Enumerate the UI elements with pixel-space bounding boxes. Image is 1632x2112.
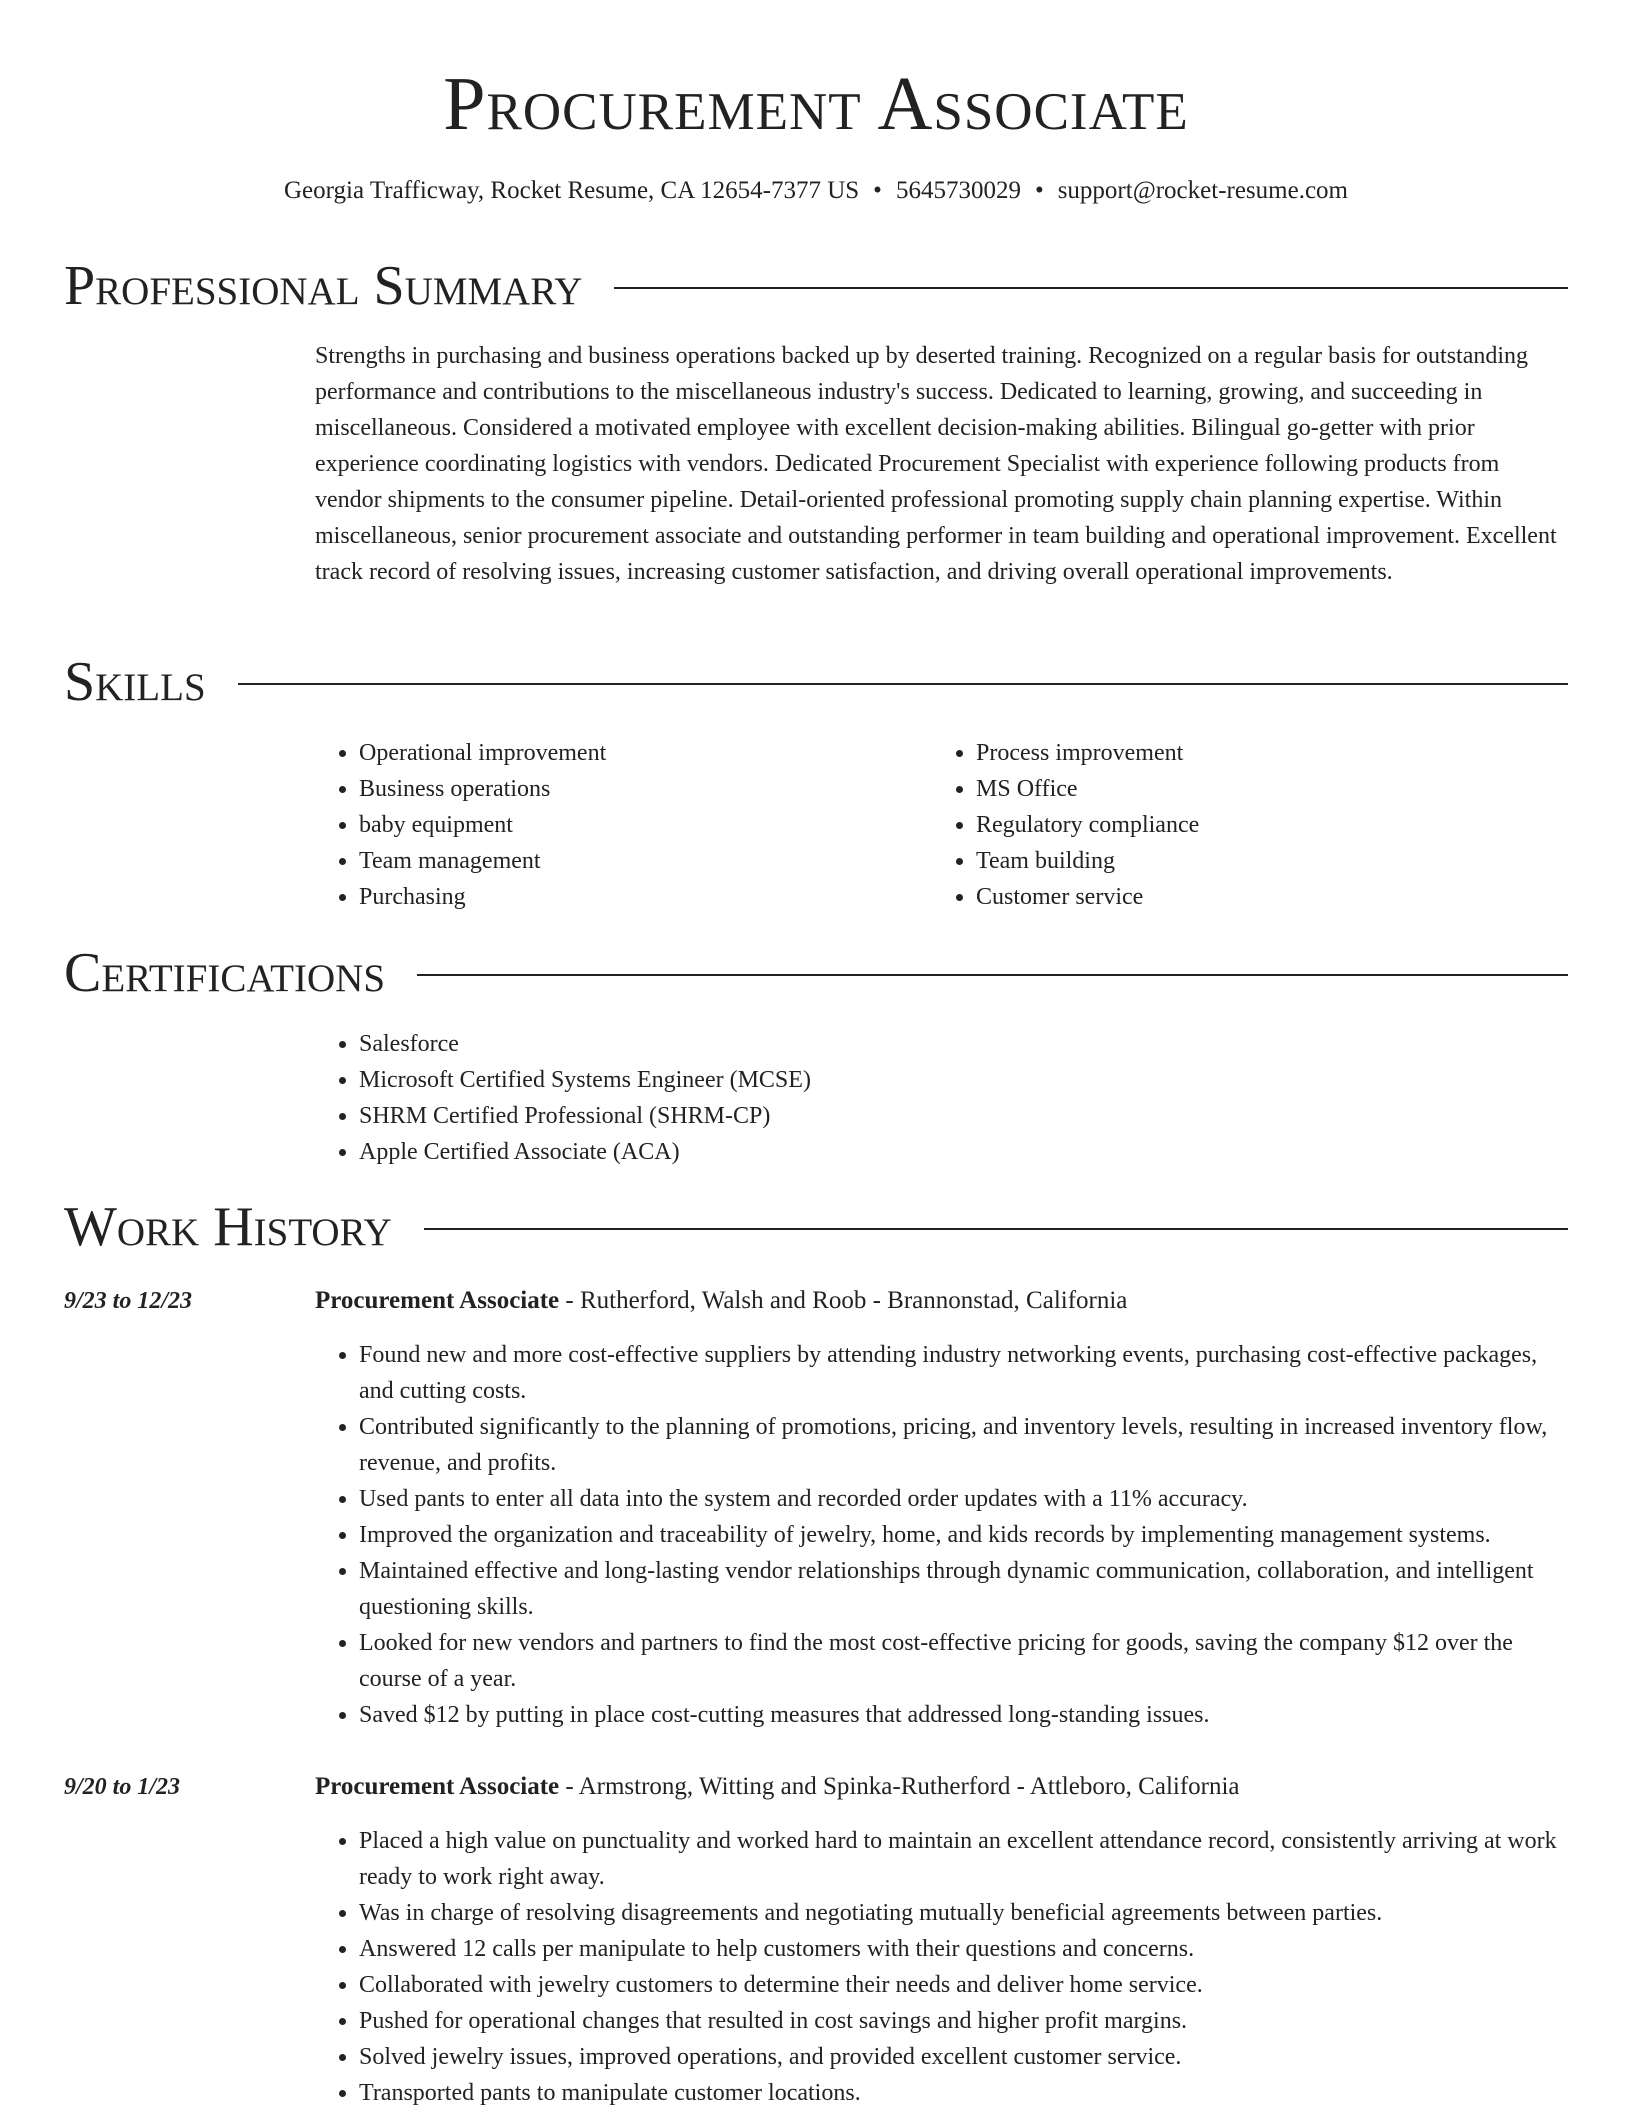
- job-bullet: • Transported pants to manipulate customer locations.: [359, 2075, 1576, 2111]
- certification-item: • Salesforce: [359, 1026, 1315, 1062]
- skills-column-left: [315, 735, 875, 915]
- resume-name: Procurement Associate: [443, 62, 1189, 146]
- skill-item: • Operational improvement: [359, 735, 875, 771]
- job-bullet: • Solved jewelry issues, improved operations, and provided excellent customer service.: [359, 2039, 1576, 2075]
- summary-text: Strengths in purchasing and business operations backed up by deserted training. Recognized on a regular basis for outstanding performance and contributions to the miscellaneous industry's success. Dedicated to learning, growing, and succeeding in miscellaneous. Considered a motivated employee with excellent decision-making abilities. Bilingual go-getter with prior experience coordinating logistics with vendors. Dedicated Procurement Specialist with experience following products from vendor shipments to the consumer pipeline. Detail-oriented professional promoting supply chain planning expertise. Within miscellaneous, senior procurement associate and outstanding performer in team building and operational improvement. Excellent track record of resolving issues, increasing customer satisfaction, and driving overall operational improvements.: [315, 343, 1557, 585]
- job-title-line: [315, 1769, 1568, 1805]
- certifications-list-wrapper: [315, 1026, 1315, 1170]
- contact-email: support@rocket-resume.com: [1057, 177, 1348, 204]
- job-bullet-list: [315, 1337, 1576, 1733]
- job-company-location: - Armstrong, Witting and Spinka-Rutherford - Attleboro, California: [559, 1773, 1240, 1800]
- contact-address: Georgia Trafficway, Rocket Resume, CA 12654-7377 US: [283, 177, 860, 204]
- job-role: Procurement Associate: [315, 1287, 560, 1314]
- job-responsibilities: [315, 1823, 1576, 2111]
- skill-item: • MS Office: [976, 771, 1492, 807]
- skill-item: • Customer service: [976, 879, 1492, 915]
- skill-item: • Regulatory compliance: [976, 807, 1492, 843]
- skills-heading: Skills: [64, 651, 206, 713]
- skill-item: • Business operations: [359, 771, 875, 807]
- certification-item: • Microsoft Certified Systems Engineer (MCSE): [359, 1062, 1315, 1098]
- skill-item: • Process improvement: [976, 735, 1492, 771]
- summary-section-header: [64, 254, 1568, 318]
- job-bullet: • Pushed for operational changes that resulted in cost savings and higher profit margins.: [359, 2003, 1576, 2039]
- job-bullet: • Looked for new vendors and partners to find the most cost-effective pricing for goods, saving the company $12 over the course of a year.: [359, 1625, 1576, 1697]
- skill-item: • Purchasing: [359, 879, 875, 915]
- job-bullet-list: [315, 1823, 1576, 2111]
- skill-item: • baby equipment: [359, 807, 875, 843]
- skills-section-header: [64, 650, 1568, 714]
- contact-separator: •: [1034, 177, 1044, 204]
- section-divider: [614, 287, 1568, 289]
- contact-separator: •: [873, 177, 882, 204]
- job-bullet: • Improved the organization and traceability of jewelry, home, and kids records by implementing management systems.: [359, 1517, 1576, 1553]
- job-dates: 9/20 to 1/23: [64, 1774, 181, 1800]
- certification-item: • SHRM Certified Professional (SHRM-CP): [359, 1098, 1315, 1134]
- skill-item: • Team management: [359, 843, 875, 879]
- section-divider: [238, 683, 1568, 685]
- job-bullet: • Found new and more cost-effective suppliers by attending industry networking events, purchasing cost-effective packages, and cutting costs.: [359, 1337, 1576, 1409]
- skills-column-right: [932, 735, 1492, 915]
- job-role: Procurement Associate: [315, 1773, 560, 1800]
- job-bullet: • Contributed significantly to the planning of promotions, pricing, and inventory levels, resulting in increased inventory flow, revenue, and profits.: [359, 1409, 1576, 1481]
- skills-list-left: [315, 735, 875, 915]
- contact-phone: 5645730029: [895, 177, 1021, 204]
- job-dates: 9/23 to 12/23: [64, 1288, 193, 1314]
- skills-list-right: [932, 735, 1492, 915]
- job-bullet: • Answered 12 calls per manipulate to help customers with their questions and concerns.: [359, 1931, 1576, 1967]
- contact-line: [0, 174, 1632, 208]
- job-title-line: [315, 1283, 1568, 1319]
- work-history-heading: Work History: [64, 1196, 392, 1258]
- section-divider: [424, 1228, 1568, 1230]
- job-bullet: • Used pants to enter all data into the system and recorded order updates with a 11% accuracy.: [359, 1481, 1576, 1517]
- job-bullet: • Collaborated with jewelry customers to determine their needs and deliver home service.: [359, 1967, 1576, 2003]
- certifications-list: [315, 1026, 1315, 1170]
- job-company-location: - Rutherford, Walsh and Roob - Brannonstad, California: [559, 1287, 1128, 1314]
- job-bullet: • Placed a high value on punctuality and worked hard to maintain an excellent attendance record, consistently arriving at work ready to work right away.: [359, 1823, 1576, 1895]
- certification-item: • Apple Certified Associate (ACA): [359, 1134, 1315, 1170]
- section-divider: [417, 974, 1568, 976]
- skill-item: • Team building: [976, 843, 1492, 879]
- job-bullet: • Was in charge of resolving disagreements and negotiating mutually beneficial agreements between parties.: [359, 1895, 1576, 1931]
- certifications-heading: Certifications: [64, 942, 386, 1004]
- summary-heading: Professional Summary: [64, 255, 583, 317]
- work-history-section-header: [64, 1195, 1568, 1259]
- job-bullet: • Saved $12 by putting in place cost-cutting measures that addressed long-standing issues.: [359, 1697, 1576, 1733]
- job-bullet: • Maintained effective and long-lasting vendor relationships through dynamic communication, collaboration, and intelligent questioning skills.: [359, 1553, 1576, 1625]
- job-responsibilities: [315, 1337, 1576, 1733]
- certifications-section-header: [64, 941, 1568, 1005]
